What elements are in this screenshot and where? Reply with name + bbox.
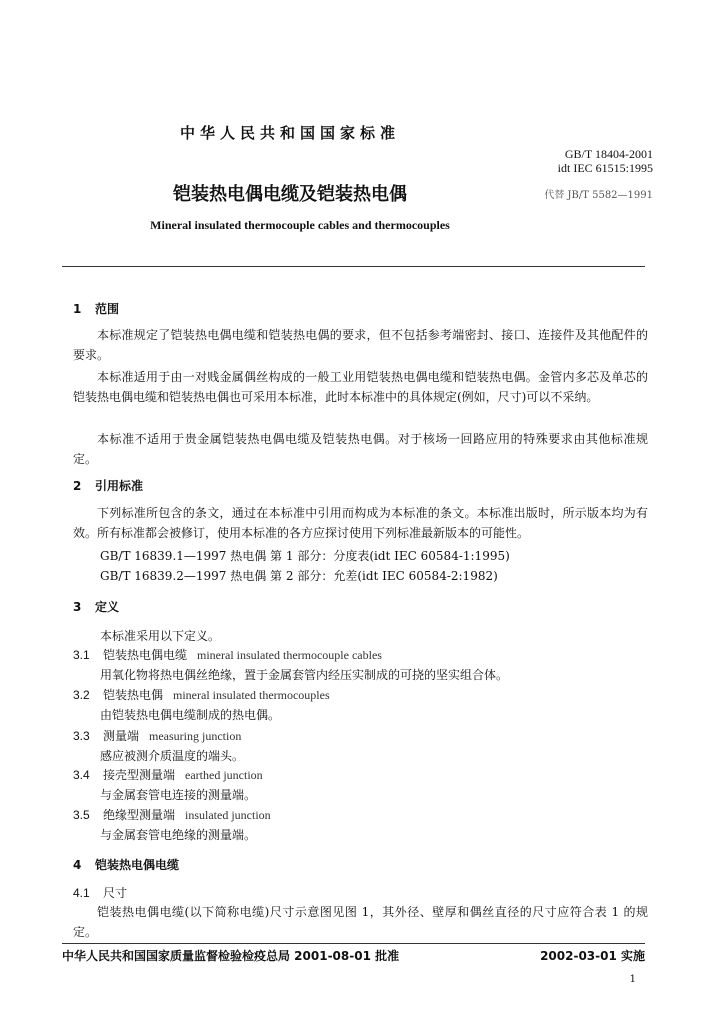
section-1-para-1: 本标准规定了铠装热电偶电缆和铠装热电偶的要求，但不包括参考端密封、接口、连接件及其他配件的要求。 <box>73 328 648 362</box>
reference-1: GB/T 16839.1—1997 热电偶 第 1 部分：分度表(idt IEC 60584-1:1995) <box>100 549 510 563</box>
definition-3-3-heading: 3.3 测量端 measuring junction <box>73 729 242 743</box>
definition-3-3-text: 感应被测介质温度的端头。 <box>100 749 245 763</box>
definition-3-2-heading: 3.2 铠装热电偶 mineral insulated thermocouples <box>73 688 330 702</box>
org-title: 中华人民共和国国家标准 <box>179 124 400 142</box>
reference-2: GB/T 16839.2—1997 热电偶 第 2 部分：允差(idt IEC 60584-2:1982) <box>100 569 498 583</box>
document-title: 铠装热电偶电缆及铠装热电偶 <box>173 184 407 205</box>
definition-3-1-heading: 3.1 铠装热电偶电缆 mineral insulated thermocouple cables <box>73 648 382 662</box>
definition-3-4-heading: 3.4 接壳型测量端 earthed junction <box>73 768 263 782</box>
section-3-intro: 本标准采用以下定义。 <box>100 629 221 643</box>
approval-date: 中华人民共和国国家质量监督检验检疫总局 2001-08-01 批准 <box>62 949 400 963</box>
definition-3-4-text: 与金属套管电连接的测量端。 <box>100 788 257 802</box>
section-1-para-3: 本标准不适用于贵金属铠装热电偶电缆及铠装热电偶。对于核场一回路应用的特殊要求由其他标准规定。 <box>73 432 648 466</box>
definition-3-5-heading: 3.5 绝缘型测量端 insulated junction <box>73 808 271 822</box>
standard-code: GB/T 18404-2001 <box>564 147 653 161</box>
section-4-1-para: 铠装热电偶电缆(以下简称电缆)尺寸示意图见图 1，其外径、壁厚和偶丝直径的尺寸应符合表 1 的规定。 <box>73 905 648 939</box>
section-2-para: 下列标准所包含的条文，通过在本标准中引用而构成为本标准的条文。本标准出版时，所示版本均为有效。所有标准都会被修订，使用本标准的各方应探讨使用下列标准最新版本的可能性。 <box>73 506 648 540</box>
header-divider <box>62 266 645 267</box>
footer-divider <box>62 943 645 944</box>
idt-reference: idt IEC 61515:1995 <box>557 161 653 175</box>
section-1-heading: 1 范围 <box>73 302 120 316</box>
footer <box>62 947 645 964</box>
english-title: Mineral insulated thermocouple cables and thermocouples <box>150 218 450 232</box>
section-2-heading: 2 引用标准 <box>73 479 144 493</box>
replaces-note: 代替 JB/T 5582—1991 <box>544 190 653 201</box>
section-1-para-2: 本标准适用于由一对贱金属偶丝构成的一般工业用铠装热电偶电缆和铠装热电偶。金管内多芯及单芯的铠装热电偶电缆和铠装热电偶也可采用本标准，此时本标准中的具体规定(例如，尺寸)可以不采纳。 <box>73 370 648 404</box>
section-3-heading: 3 定义 <box>73 600 120 614</box>
definition-3-5-text: 与金属套管电绝缘的测量端。 <box>100 828 257 842</box>
subsection-4-1-heading: 4.1 尺寸 <box>73 886 128 900</box>
implementation-date: 2002-03-01 实施 <box>540 949 645 963</box>
section-4-heading: 4 铠装热电偶电缆 <box>73 858 180 872</box>
definition-3-1-text: 用氧化物将热电偶丝绝缘，置于金属套管内经压实制成的可挠的坚实组合体。 <box>100 668 509 682</box>
page-number: 1 <box>629 974 636 985</box>
definition-3-2-text: 由铠装热电偶电缆制成的热电偶。 <box>100 708 281 722</box>
standard-number-block <box>558 147 653 175</box>
